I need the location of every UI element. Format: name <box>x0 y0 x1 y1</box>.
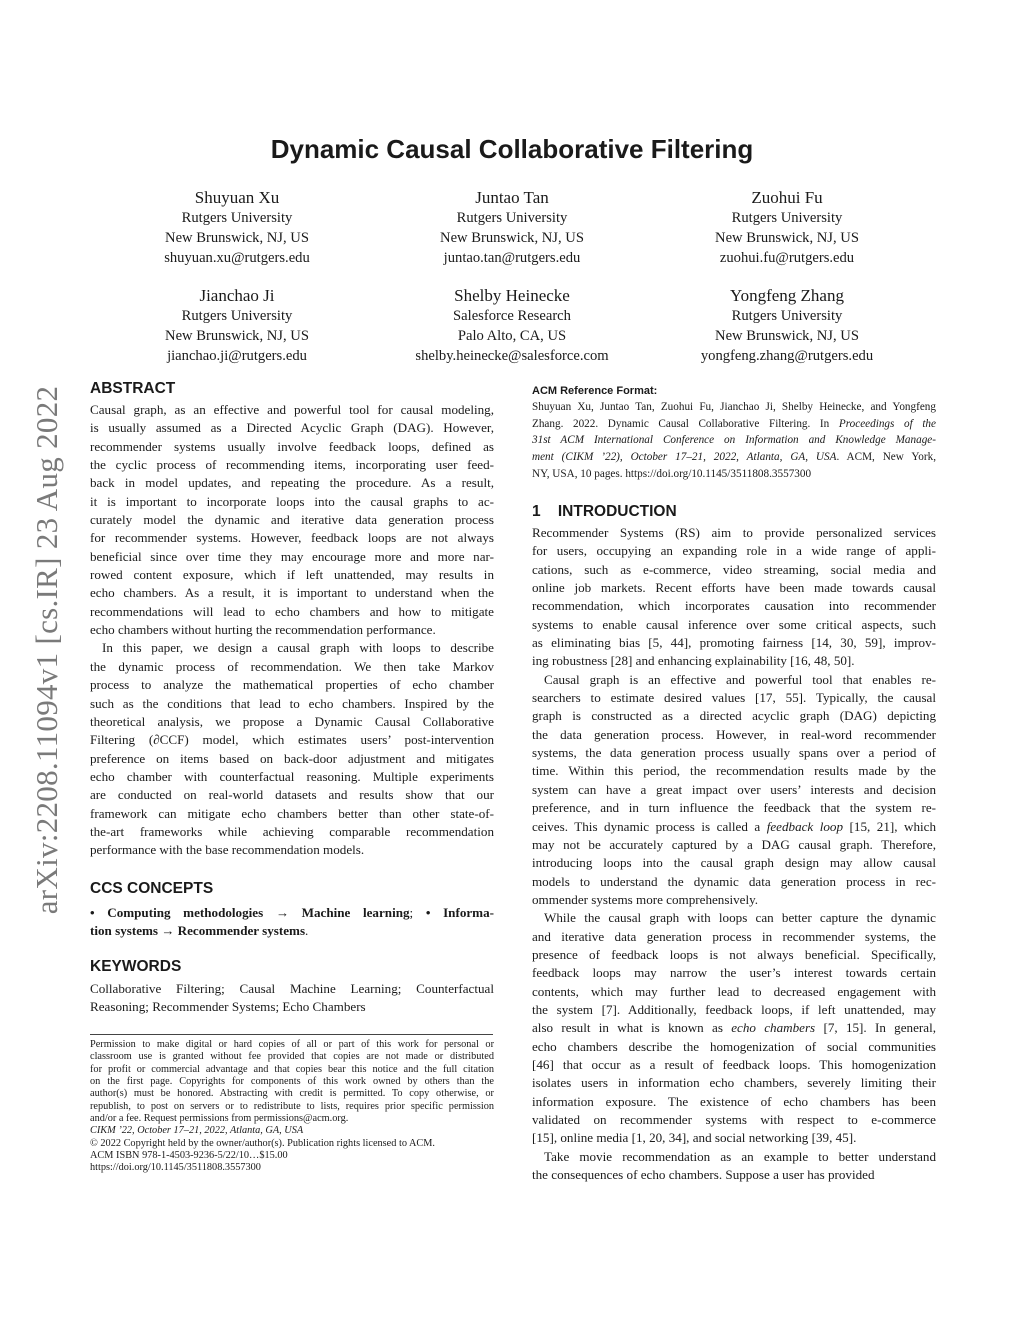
abstract-heading: ABSTRACT <box>90 380 176 397</box>
text-segment: Proceedings of the <box>838 417 936 430</box>
text-line: preference, and in turn influence the feedback that the system re- <box>532 800 936 816</box>
text-line: systems to enable causal inference over some critical aspects, such <box>532 616 936 632</box>
author-block <box>87 187 387 269</box>
text-segment: 31st ACM International Conference on Information and Knowledge Manage- <box>532 434 936 447</box>
text-line: echo chambers describe the homogenization of social communities <box>532 1038 936 1054</box>
text-line: While the causal graph with loops can better capture the dynamic <box>544 910 936 926</box>
text-line <box>90 904 494 922</box>
text-line: time. Within this period, the recommendation results made by the <box>532 763 936 779</box>
text-line: echo chamber with counterfactual reasoning. Multiple experiments <box>90 768 494 784</box>
text-line: recommendation, which incorporates causation into recommender <box>532 598 936 614</box>
text-line: Permission to make digital or hard copies of all or part of this work for personal or <box>90 1039 494 1050</box>
text-line: feedback loops may narrow the user’s interest towards certain <box>532 965 936 981</box>
text-line: isolates users in information echo chambers, severely limiting their <box>532 1075 936 1091</box>
text-line: theoretical analysis, we propose a Dynamic Causal Collaborative <box>90 713 494 729</box>
text-line: introducing loops into the causal graph design may allow causal <box>532 855 936 871</box>
text-line: it is important to incorporate loops into the causal graphs to ac- <box>90 493 494 509</box>
text-line: such as the conditions that lead to echo chambers. Inspired by the <box>90 695 494 711</box>
arxiv-identifier: arXiv:2208.11094v1 [cs.IR] 23 Aug 2022 <box>29 385 64 915</box>
text-line: In this paper, we design a causal graph with loops to describe <box>102 640 494 656</box>
text-line: the-art frameworks while achieving comparable recommendation <box>90 823 494 839</box>
ccs-section <box>90 880 494 941</box>
text-line: recommender systems usually involve feedback loops, defined as <box>90 438 494 454</box>
author-location: Palo Alto, CA, US <box>457 328 567 345</box>
paper-title: Dynamic Causal Collaborative Filtering <box>270 134 754 164</box>
abstract-body <box>90 401 494 860</box>
ccs-body <box>90 904 494 941</box>
text-segment: [15, 21], which <box>843 818 936 834</box>
text-segment: ; <box>409 905 426 920</box>
text-segment: • Informa- <box>425 905 494 920</box>
text-line: [46] that occur as a result of feedback loops. This homogenization <box>532 1056 936 1072</box>
author-email[interactable]: shelby.heinecke@salesforce.com <box>415 348 609 365</box>
keywords-section <box>90 958 494 1017</box>
author-email[interactable]: yongfeng.zhang@rutgers.edu <box>700 348 874 365</box>
text-line: Reasoning; Recommender Systems; Echo Chambers <box>90 999 366 1015</box>
text-line: the cyclic process of recommending items, incorporating user feed- <box>90 457 494 473</box>
introduction-body <box>532 524 936 1184</box>
text-line: cations, such as e-commerce, video streaming, social media and <box>532 561 936 577</box>
introduction-heading: 1 INTRODUCTION <box>532 503 677 520</box>
author-location: New Brunswick, NJ, US <box>715 230 859 247</box>
text-line: beneficial since over time they may encourage more and more nar- <box>90 548 494 564</box>
text-segment: Zhang. 2022. Dynamic Causal Collaborative Filtering. In <box>532 417 839 430</box>
text-line: [15], online media [1, 20, 34], and social networking [39, 45]. <box>532 1130 857 1146</box>
text-line: presence of feedback loops is not always beneficial. Specifically, <box>532 946 936 962</box>
author-affiliation: Rutgers University <box>181 308 293 324</box>
acm-reference <box>532 383 936 482</box>
text-segment: • Computing methodologies → Machine learning <box>90 905 410 920</box>
abstract-section <box>90 380 494 860</box>
author-email[interactable]: jianchao.ji@rutgers.edu <box>167 348 307 365</box>
text-line <box>532 818 936 836</box>
text-line <box>90 1125 494 1137</box>
text-line: author(s) must be honored. Abstracting with credit is permitted. To copy otherwise, or <box>90 1088 494 1100</box>
text-line <box>532 1019 936 1037</box>
text-line: echo chambers. As a result, it is important to understand when the <box>90 585 494 601</box>
text-segment: echo chambers <box>731 1020 816 1036</box>
acm-reference-body <box>532 399 936 482</box>
text-line: Shuyuan Xu, Juntao Tan, Zuohui Fu, Jianchao Ji, Shelby Heinecke, and Yongfeng <box>532 401 936 413</box>
text-line: Filtering (∂CCF) model, which estimates users’ post-intervention <box>90 732 494 748</box>
text-line <box>532 449 936 466</box>
text-line: curately model the dynamic and iterative data generation process <box>90 512 494 528</box>
text-segment: [7, 15]. In general, <box>815 1020 936 1036</box>
text-line: are conducted on real-world datasets and results show that our <box>90 787 494 803</box>
text-line: the data generation process. However, in real-word recommender <box>532 726 936 742</box>
author-name: Jianchao Ji <box>199 286 275 305</box>
text-line: for recommender systems. However, feedback loops are not always <box>90 530 494 546</box>
author-block <box>362 187 662 269</box>
author-affiliation: Rutgers University <box>731 210 843 226</box>
introduction-section <box>532 503 936 1184</box>
text-segment: . ACM, New York, <box>836 451 937 464</box>
text-line: ing robustness [28] and enhancing explainability [16, 48, 50]. <box>532 653 855 669</box>
text-segment: tion systems → Recommender systems <box>90 923 306 939</box>
text-line: back in model updates, and repeating the procedure. As a result, <box>90 475 494 491</box>
author-email[interactable]: zuohui.fu@rutgers.edu <box>719 250 855 267</box>
text-line: https://doi.org/10.1145/3511808.3557300 <box>90 1162 261 1174</box>
text-line: ACM ISBN 978-1-4503-9236-5/22/10…$15.00 <box>90 1150 288 1162</box>
text-line: for profit or commercial advantage and that copies bear this notice and the full citation <box>90 1063 494 1075</box>
text-line: online job markets. Recent efforts have been made towards causal <box>532 580 936 596</box>
keywords-heading: KEYWORDS <box>90 958 182 975</box>
text-line: performance with the base recommendation models. <box>90 842 365 858</box>
text-line: Take movie recommendation as an example to better understand <box>544 1148 936 1164</box>
text-line: is usually assumed as a Directed Acyclic Graph (DAG). However, <box>90 420 494 436</box>
author-location: New Brunswick, NJ, US <box>715 328 859 345</box>
text-line: ommender systems more comprehensively. <box>532 891 759 907</box>
author-name: Juntao Tan <box>475 188 549 207</box>
text-segment: CIKM ’22, October 17–21, 2022, Atlanta, GA, USA <box>90 1125 304 1137</box>
author-name: Shelby Heinecke <box>454 286 570 305</box>
footnote-body <box>90 1039 494 1175</box>
author-affiliation: Rutgers University <box>731 308 843 324</box>
text-line: contents, which may further lead to decreased engagement with <box>532 983 936 999</box>
author-block <box>87 285 387 367</box>
text-line: rowed content exposure, which if left unattended, may results in <box>90 567 494 583</box>
author-name: Zuohui Fu <box>751 188 823 207</box>
text-line: models to understand the dynamic data generation process in rec- <box>532 873 936 889</box>
author-affiliation: Rutgers University <box>181 210 293 226</box>
text-line: Collaborative Filtering; Causal Machine Learning; Counterfactual <box>90 981 494 996</box>
text-line: the consequences of echo chambers. Suppose a user has provided <box>532 1167 875 1183</box>
text-segment: ceives. This dynamic process is called a <box>532 818 767 834</box>
text-line <box>532 416 936 433</box>
ccs-heading: CCS CONCEPTS <box>90 880 214 897</box>
author-email[interactable]: shuyuan.xu@rutgers.edu <box>164 250 310 267</box>
author-affiliation: Rutgers University <box>456 210 568 226</box>
footnote-divider <box>90 1034 493 1035</box>
copyright-footnote <box>90 1039 494 1175</box>
text-line: and iterative data generation process in recommender systems, the <box>532 928 936 944</box>
text-line: systems, the data generation process usually spans over a period of <box>532 745 936 761</box>
text-line: process to analyze the mathematical properties of echo chamber <box>90 677 494 693</box>
text-line: as eliminating bias [5, 44], promoting fairness [14, 30, 59], improv- <box>532 635 936 651</box>
text-line: the system [7]. Additionally, feedback loops, if left unattended, may <box>532 1001 936 1017</box>
text-line: may not be accurately captured by a DAG causal graph. Therefore, <box>532 836 936 852</box>
author-location: New Brunswick, NJ, US <box>165 230 309 247</box>
author-block <box>362 285 662 367</box>
text-line: Causal graph is an effective and powerful tool that enables re- <box>544 671 936 687</box>
author-location: New Brunswick, NJ, US <box>165 328 309 345</box>
text-line: graph is constructed as a directed acyclic graph (DAG) depicting <box>532 708 936 724</box>
author-block <box>637 187 937 269</box>
author-affiliation: Salesforce Research <box>453 308 571 324</box>
text-line: the dynamic process of recommendation. We then take Markov <box>90 658 494 674</box>
text-line <box>532 432 936 449</box>
text-line: on the first page. Copyrights for components of this work owned by others than the <box>90 1076 494 1088</box>
text-segment: ment (CIKM ’22), October 17–21, 2022, Atlanta, GA, USA <box>532 451 837 464</box>
text-line: NY, USA, 10 pages. https://doi.org/10.1145/3511808.3557300 <box>532 467 812 480</box>
text-line: validated on recommender systems with respect to e-commerce <box>532 1112 936 1127</box>
text-segment: feedback loop <box>766 818 844 834</box>
author-block <box>637 285 937 367</box>
text-line: classroom use is granted without fee provided that copies are not made or distributed <box>90 1051 494 1063</box>
text-segment: also result in what is known as <box>532 1020 732 1036</box>
keywords-body <box>90 980 494 1017</box>
text-line <box>90 922 494 940</box>
text-line: Recommender Systems (RS) aim to provide personalized services <box>532 525 936 540</box>
author-location: New Brunswick, NJ, US <box>440 230 584 247</box>
author-name: Shuyuan Xu <box>194 188 280 207</box>
text-line: searchers to estimate desired values [17, 55]. Typically, the causal <box>532 690 936 706</box>
author-name: Yongfeng Zhang <box>730 286 844 305</box>
text-line: information exposure. The existence of echo chambers has been <box>532 1093 936 1109</box>
text-line: preference on items based on back-door adjustment and mitigates <box>90 750 494 766</box>
acm-reference-heading: ACM Reference Format: <box>532 385 658 397</box>
text-segment: . <box>305 923 309 939</box>
text-line: system can have a great impact over users’ interests and decision <box>532 781 936 797</box>
text-line: Causal graph, as an effective and powerful tool for causal modeling, <box>90 402 494 417</box>
text-line: echo chambers without hurting the recommendation performance. <box>90 622 436 638</box>
text-line: and/or a fee. Request permissions from permissions@acm.org. <box>90 1113 349 1125</box>
text-line: republish, to post on servers or to redistribute to lists, requires prior specific permission <box>90 1100 494 1112</box>
author-email[interactable]: juntao.tan@rutgers.edu <box>443 250 581 267</box>
text-line: for users, occupying an expanding role in a wide range of appli- <box>532 543 936 559</box>
text-line: © 2022 Copyright held by the owner/author(s). Publication rights licensed to ACM. <box>90 1137 436 1149</box>
text-line: framework can mitigate echo chambers better than other state-of- <box>90 805 494 821</box>
text-line: recommendations will lead to echo chambers and how to mitigate <box>90 603 494 619</box>
